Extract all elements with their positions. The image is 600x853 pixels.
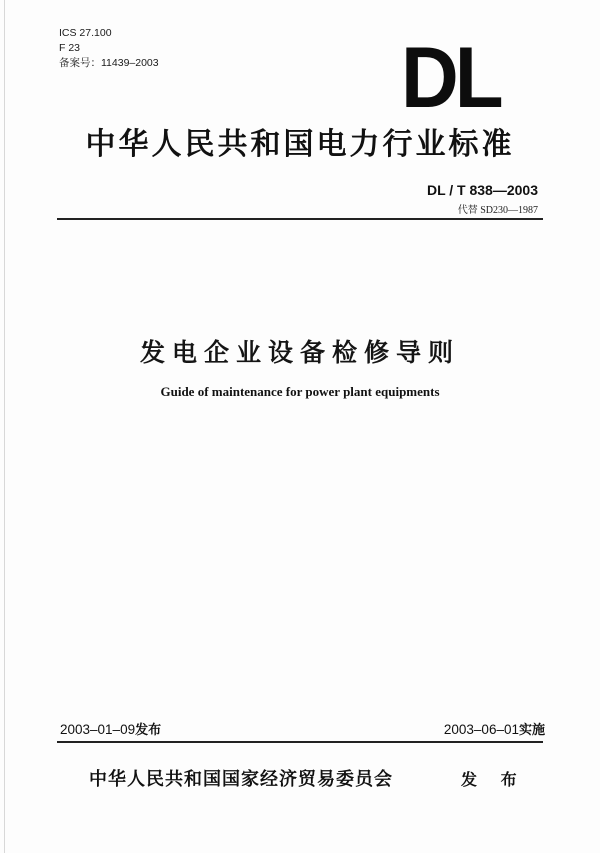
- record-number: 备案号：11439–2003: [59, 57, 159, 69]
- implement-date-line: [444, 719, 545, 738]
- bottom-divider: [57, 741, 543, 743]
- standard-series-title: 中华人民共和国电力行业标准: [85, 127, 515, 162]
- publisher-name: 中华人民共和国国家经济贸易委员会: [89, 769, 393, 790]
- dl-logo: DL: [401, 29, 500, 126]
- issue-date: 2003–01–09: [60, 722, 136, 737]
- document-title-english: Guide of maintenance for power plant equipments: [160, 384, 440, 399]
- classification-block: [59, 26, 159, 71]
- category-code: F 23: [59, 42, 81, 54]
- implement-label: 实施: [518, 723, 545, 738]
- ics-code: ICS 27.100: [59, 27, 112, 39]
- publisher-label: 发 布: [461, 770, 526, 789]
- replaces-standard: 代替 SD230—1987: [457, 205, 538, 216]
- issue-label: 发布: [135, 723, 162, 738]
- document-title: 发电企业设备检修导则: [139, 338, 460, 367]
- issue-date-line: [60, 719, 161, 738]
- standard-code: DL / T 838—2003: [426, 182, 538, 198]
- implement-date: 2003–06–01: [443, 722, 519, 737]
- top-divider: [57, 218, 543, 220]
